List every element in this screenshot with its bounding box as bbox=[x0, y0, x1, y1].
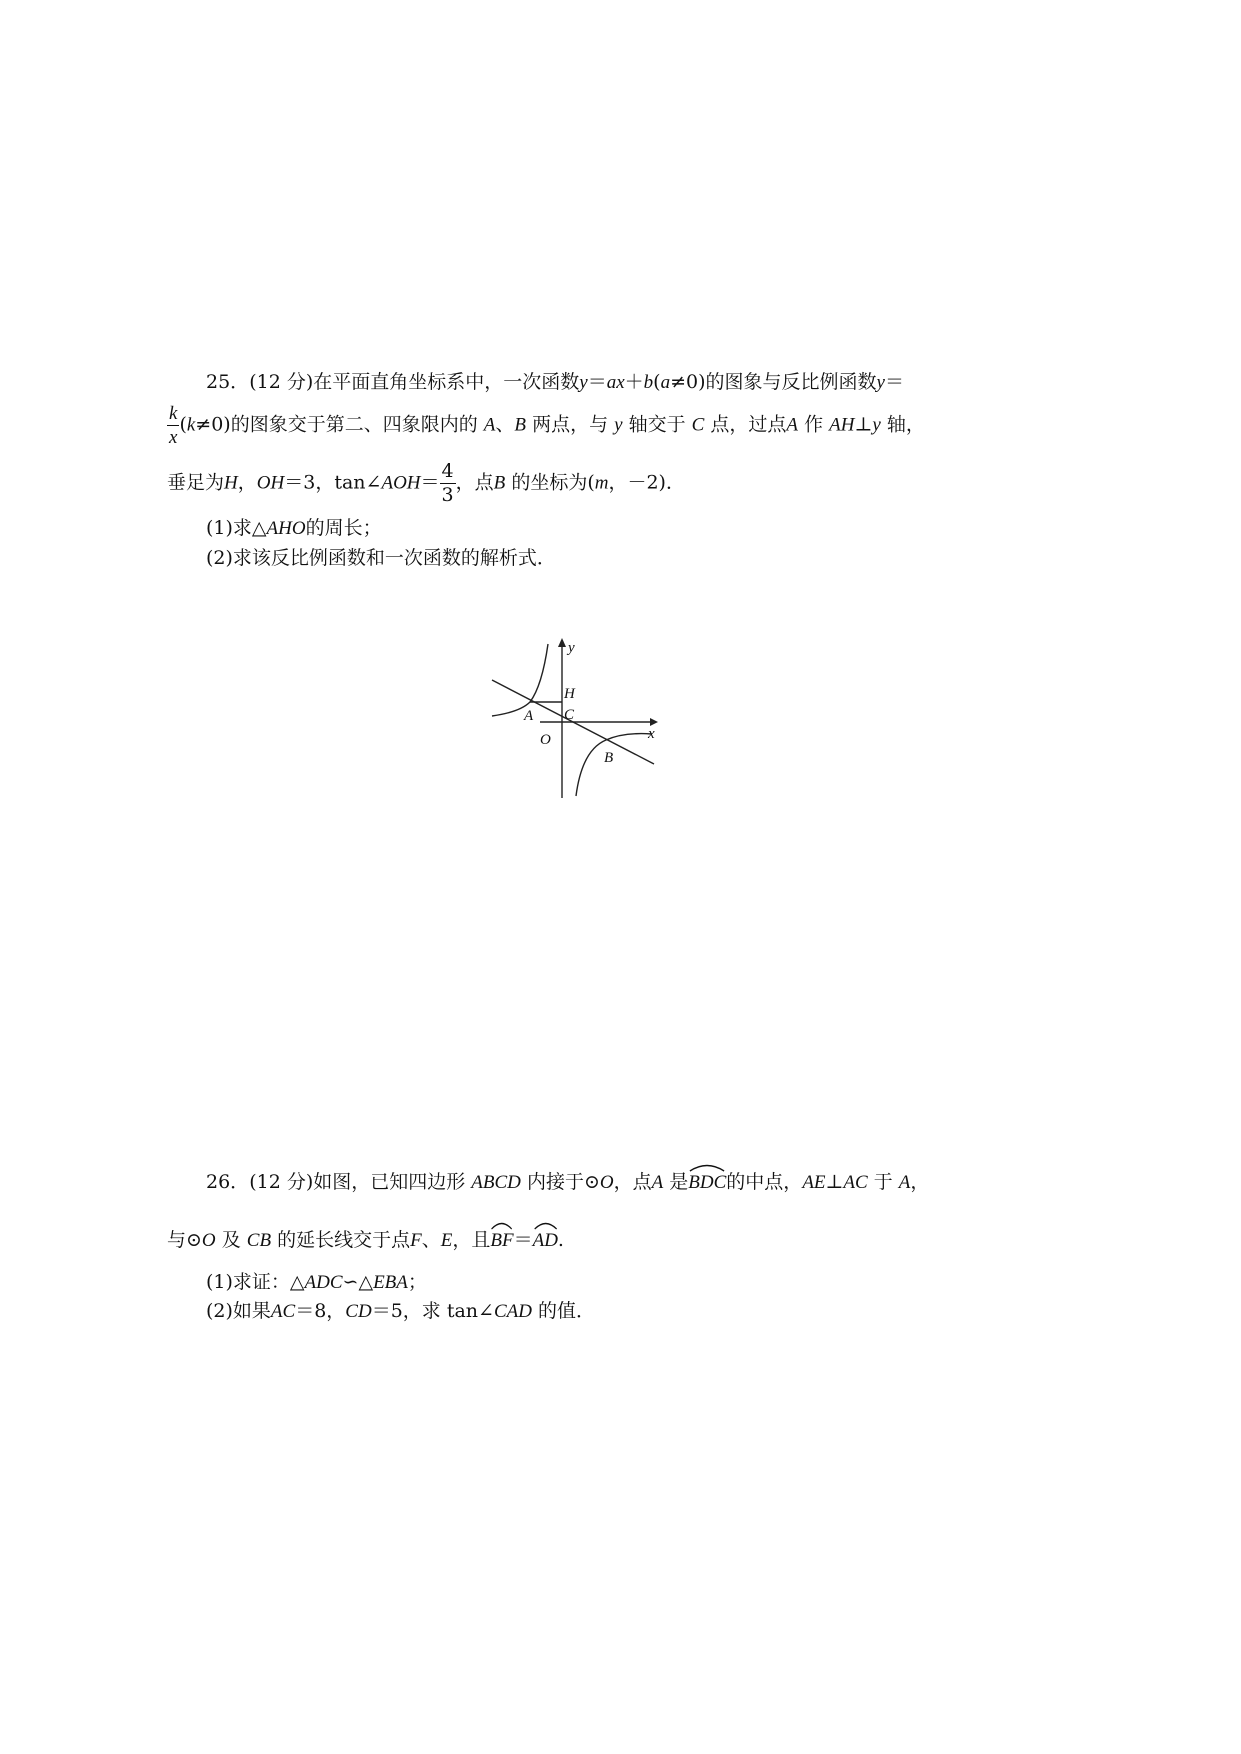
arc-AD: AD bbox=[533, 1231, 558, 1250]
q25-part-1: (1)求△AHO的周长； bbox=[206, 517, 382, 539]
label-H: H bbox=[564, 686, 575, 702]
fraction-k-over-x: $\frac{k}{x}$ bbox=[169, 403, 178, 448]
q25-line-1: 25．(12 分)在平面直角坐标系中，一次函数y＝ax＋b(a≠0)的图象与反比例函数y＝ bbox=[206, 371, 904, 393]
label-x: x bbox=[648, 726, 655, 742]
q26-line-1: 26．(12 分)如图，已知四边形 ABCD 内接于⊙O，点A 是 BDC的中点，AE⊥AC 于 A， bbox=[206, 1173, 929, 1192]
q26-line-2: 与⊙O 及 CB 的延长线交于点F、E，且 BF＝ AD. bbox=[167, 1231, 564, 1250]
q26-part-2: (2)如果AC＝8，CD＝5，求 tan∠CAD 的值． bbox=[206, 1300, 596, 1322]
q26-part-1: (1)求证：△ADC∽△EBA； bbox=[206, 1271, 427, 1293]
q25-line-3: 垂足为H，OH＝3，tan∠AOH＝ $\frac{4}{3}$ ，点B 的坐标为(m，－2)． bbox=[167, 460, 685, 506]
label-O: O bbox=[540, 732, 551, 748]
y-axis-arrow bbox=[558, 638, 566, 647]
label-C: C bbox=[564, 707, 575, 723]
arc-BF: BF bbox=[490, 1231, 513, 1250]
q26-score: (12 分) bbox=[249, 1171, 314, 1193]
label-y: y bbox=[568, 640, 575, 656]
q26-number: 26． bbox=[206, 1171, 250, 1193]
x-axis-arrow bbox=[650, 718, 658, 726]
q25-figure bbox=[524, 640, 680, 800]
q25-part-2: (2)求该反比例函数和一次函数的解析式． bbox=[206, 547, 556, 569]
q25-line-2: $\frac{k}{x}$ (k≠0)的图象交于第二、四象限内的 A、B 两点，与 y 轴交于 C 点，过点A 作 AH⊥y 轴， bbox=[169, 403, 925, 448]
label-B: B bbox=[604, 750, 614, 766]
q25-score: (12 分) bbox=[249, 371, 314, 393]
fraction-4-over-3: $\frac{4}{3}$ bbox=[441, 460, 454, 506]
arc-BDC: BDC bbox=[688, 1173, 726, 1192]
q25-number: 25． bbox=[206, 371, 250, 393]
label-A: A bbox=[524, 708, 534, 724]
